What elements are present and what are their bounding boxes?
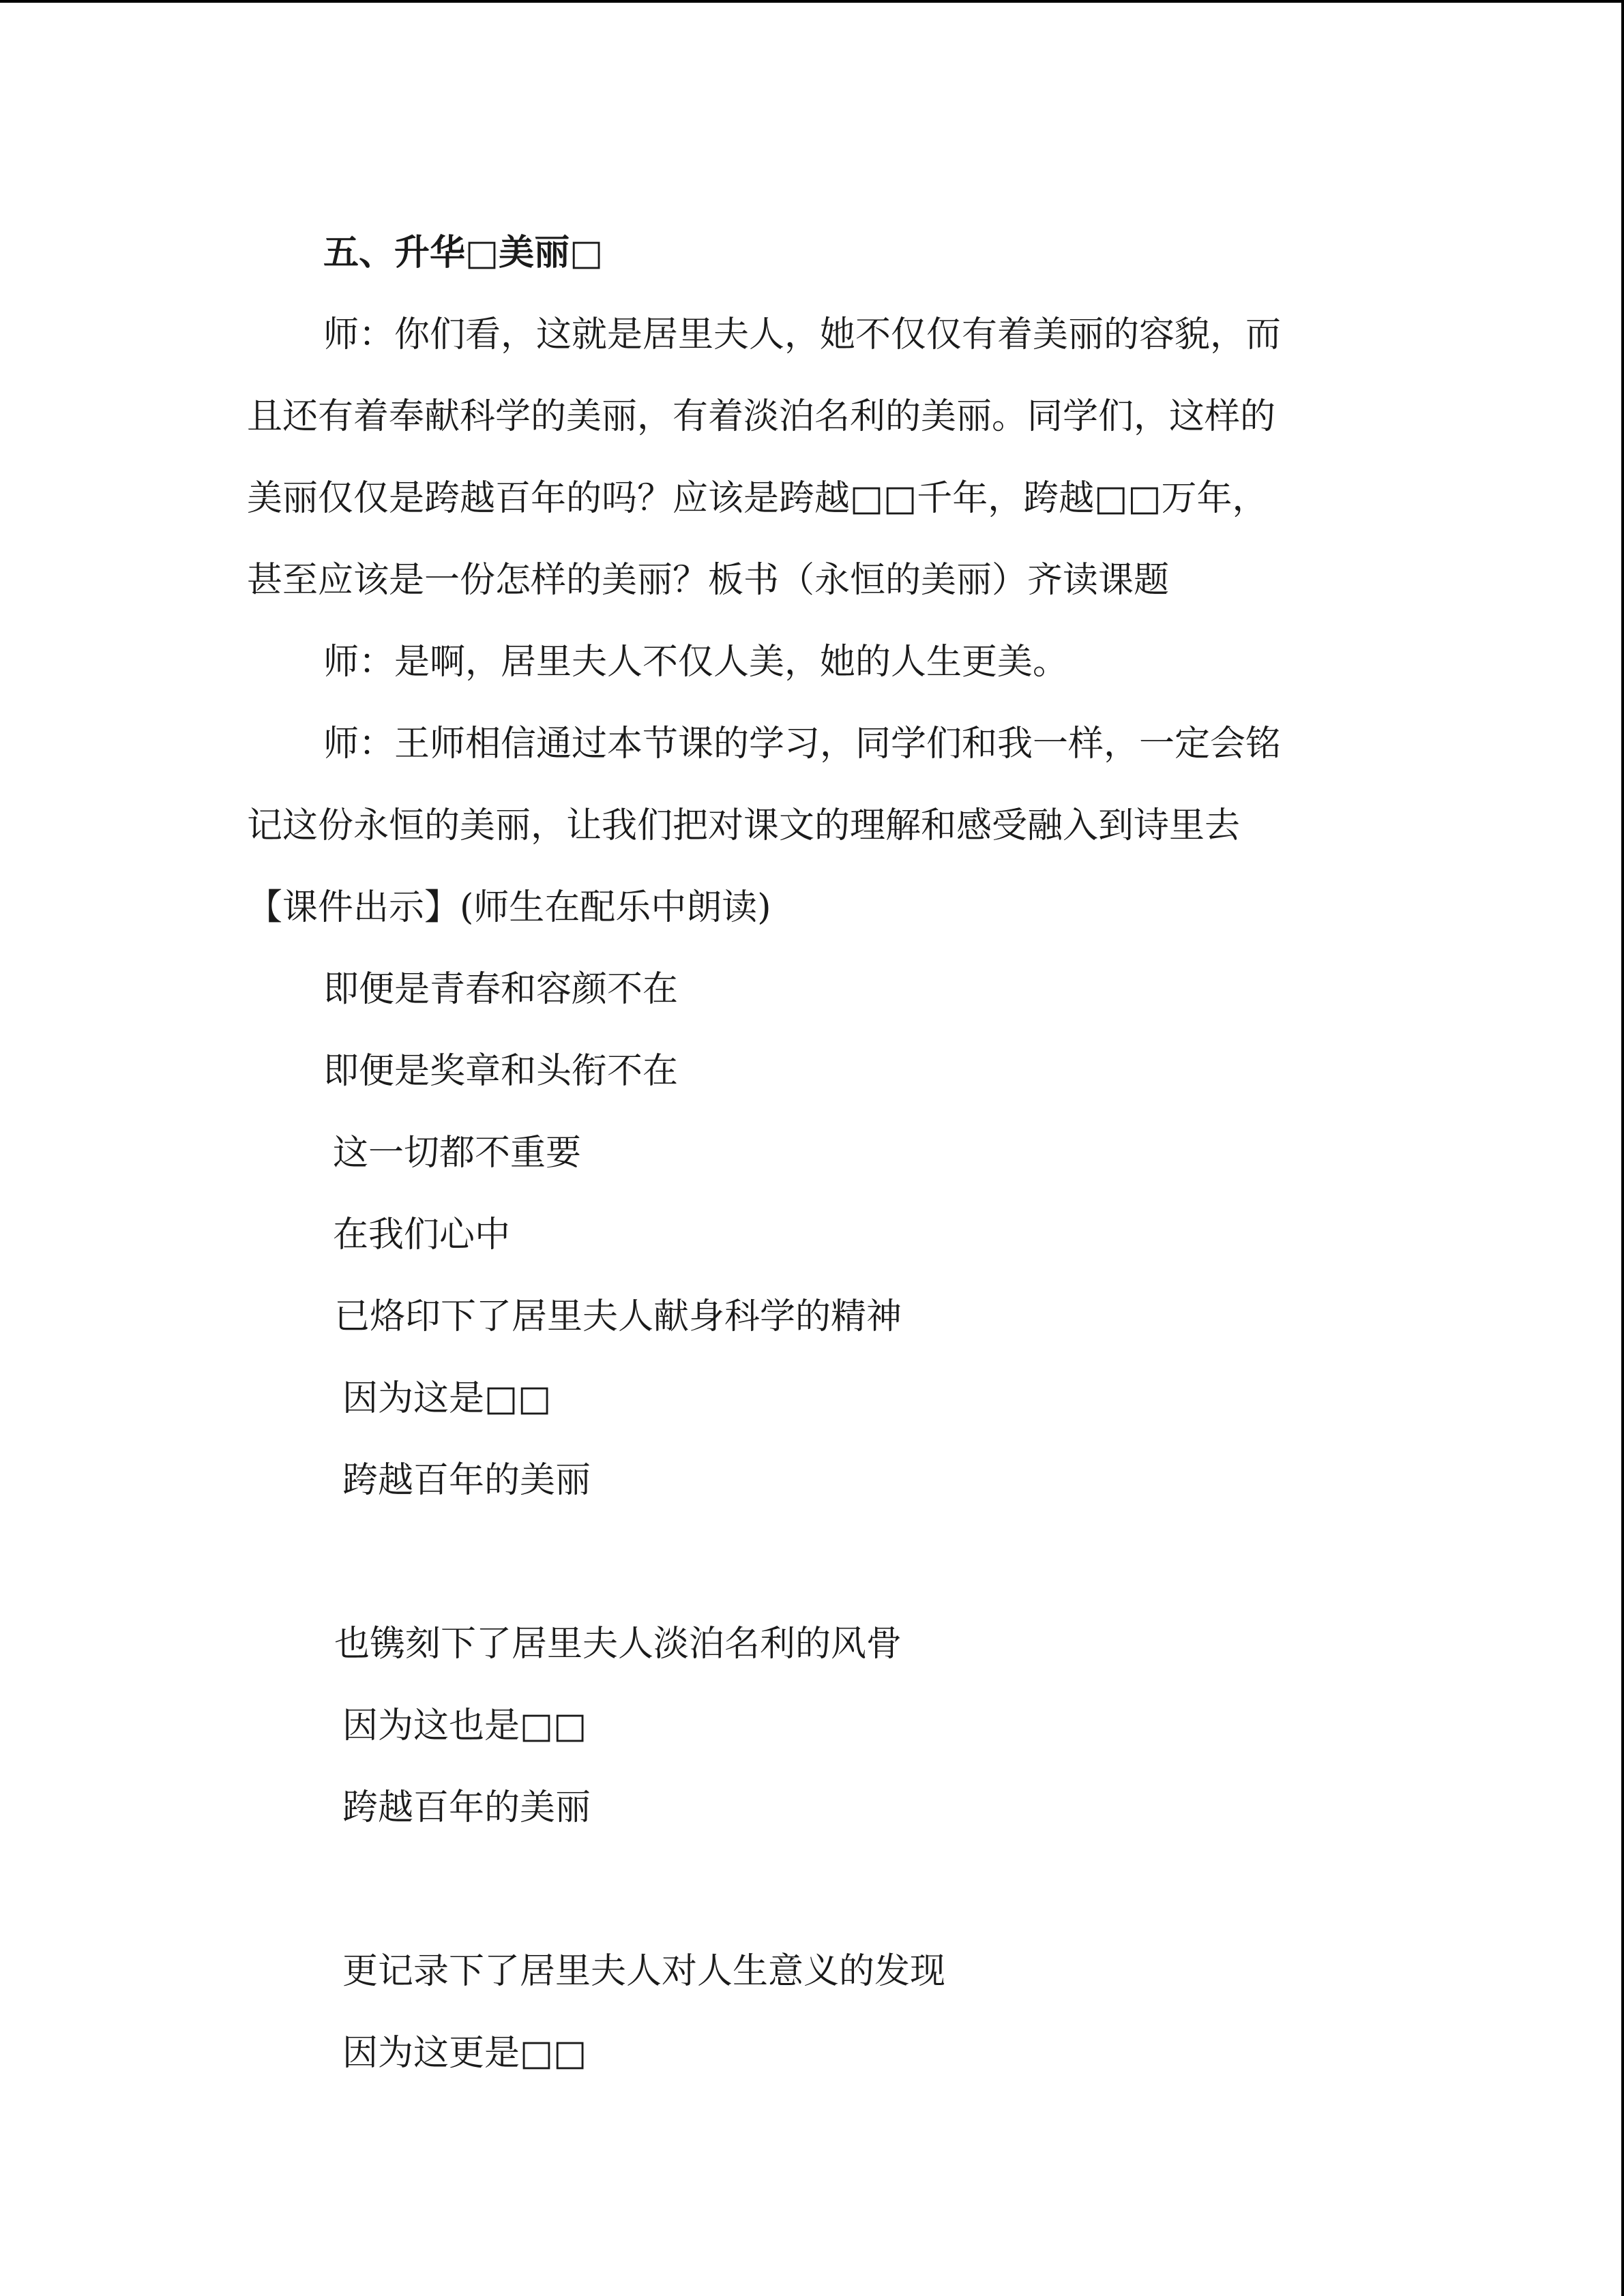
poem-line: 这一切都不重要 (333, 1133, 582, 1174)
poem-line: 已烙印下了居里夫人献身科学的精神 (334, 1296, 902, 1337)
paragraph-line: 师：王师相信通过本节课的学习，同学们和我一样，一定会铭 (323, 724, 1282, 764)
poem-line: 在我们心中 (333, 1214, 511, 1255)
poem-line: 因为这是□□ (342, 1378, 552, 1419)
poem-line: 更记录下了居里夫人对人生意义的发现 (342, 1951, 946, 1992)
poem-line: 跨越百年的美丽 (342, 1787, 591, 1828)
paragraph-line: 记这份永恒的美丽，让我们把对课文的理解和感受融入到诗里去 (247, 805, 1241, 846)
poem-line: 因为这也是□□ (342, 1705, 587, 1746)
paragraph-line: 且还有着奉献科学的美丽，有着淡泊名利的美丽。同学们，这样的 (247, 396, 1276, 437)
poem-line: 跨越百年的美丽 (342, 1460, 591, 1501)
poem-line: 因为这更是□□ (342, 2033, 587, 2074)
courseware-note: 【课件出示】(师生在配乐中朗读) (247, 887, 771, 928)
poem-line: 即便是青春和容颜不在 (323, 969, 679, 1010)
poem-line: 即便是奖章和头衔不在 (323, 1051, 679, 1092)
paragraph-line: 师：你们看，这就是居里夫人，她不仅仅有着美丽的容貌，而 (323, 314, 1282, 355)
poem-line: 也镌刻下了居里夫人淡泊名利的风骨 (334, 1624, 902, 1665)
paragraph-line: 美丽仅仅是跨越百年的吗？应该是跨越□□千年，跨越□□万年， (247, 478, 1268, 519)
paragraph-line: 甚至应该是一份怎样的美丽？板书（永恒的美丽）齐读课题 (247, 560, 1170, 601)
section-heading: 五、升华□美丽□ (323, 232, 604, 273)
paragraph-line: 师：是啊，居里夫人不仅人美，她的人生更美。 (323, 642, 1069, 683)
